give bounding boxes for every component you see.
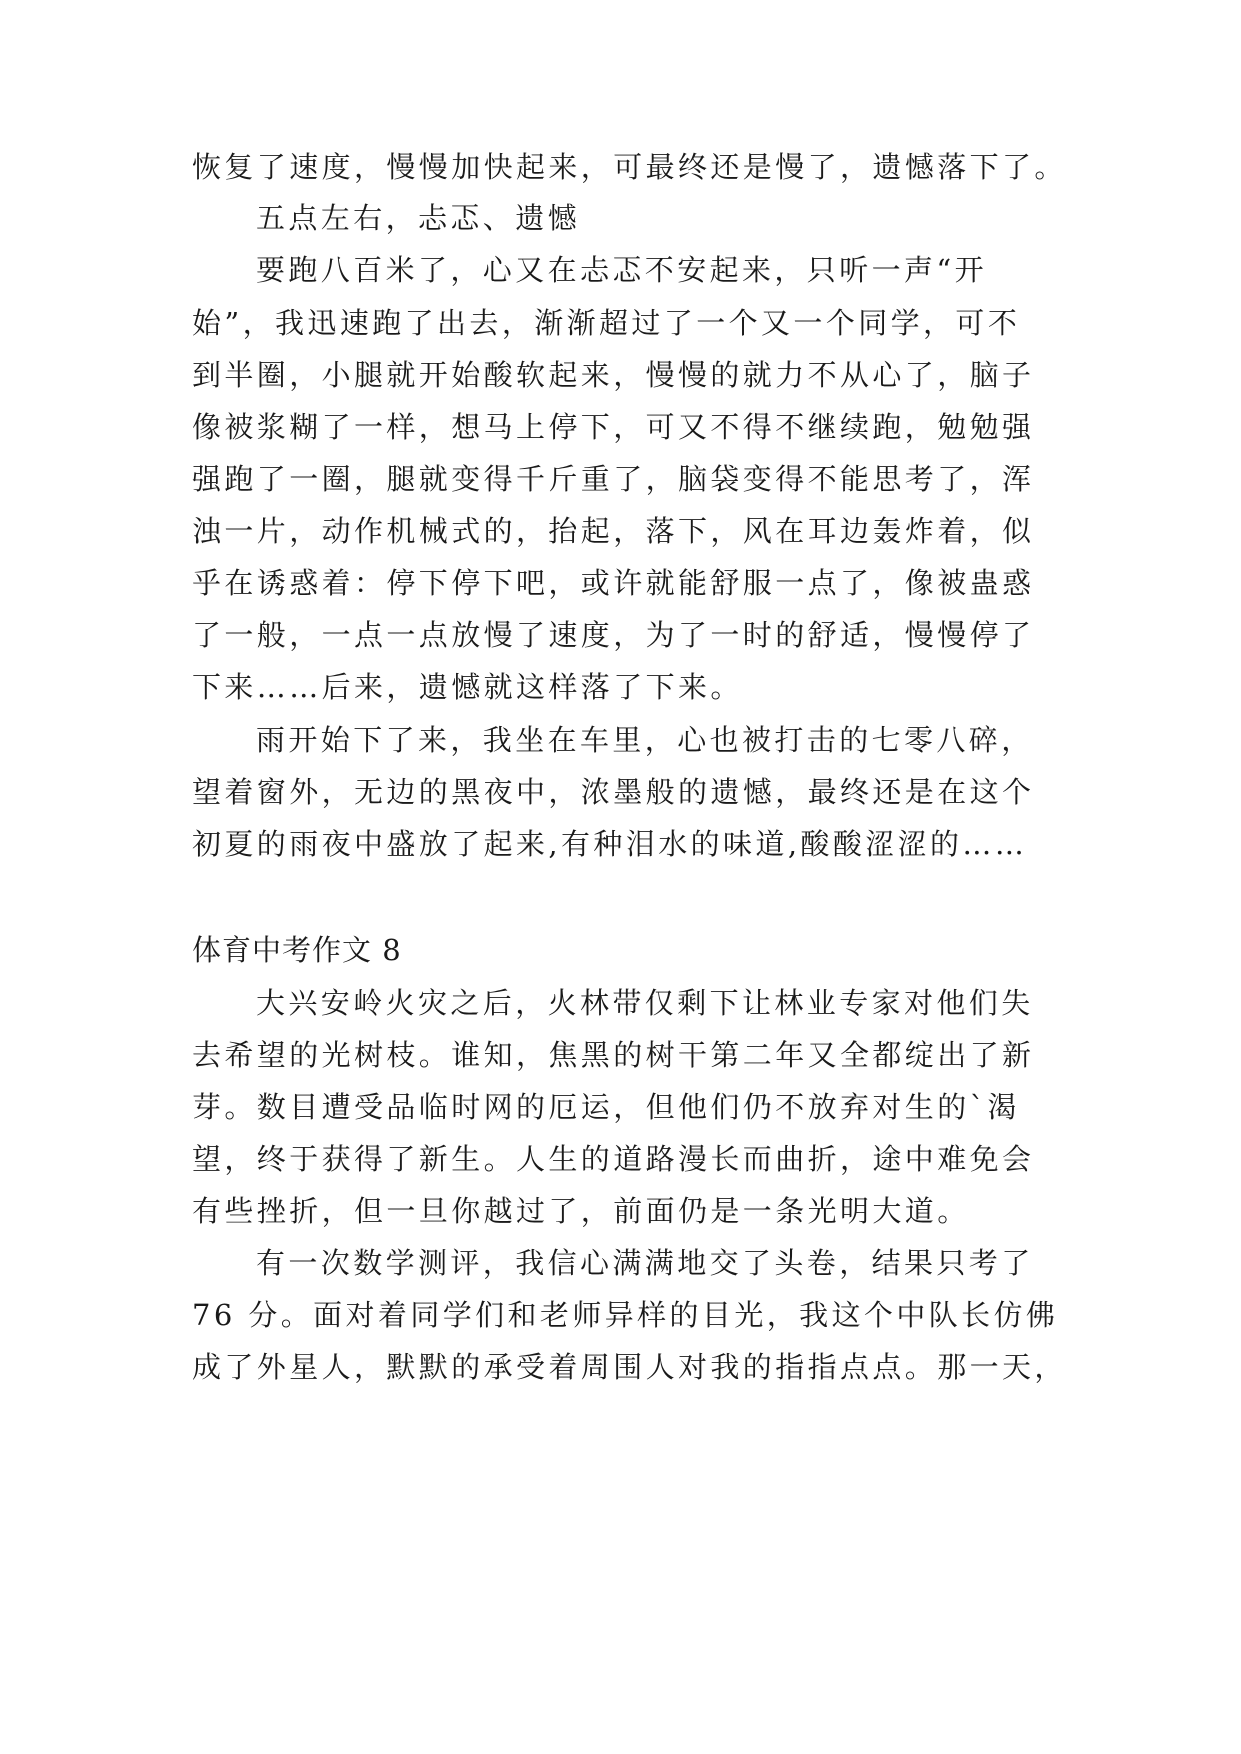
paragraph-line: 望着窗外，无边的黑夜中，浓墨般的遗憾，最终还是在这个 [192,775,1035,809]
paragraph-line: 恢复了速度，慢慢加快起来，可最终还是慢了，遗憾落下了。 [192,150,1067,184]
paragraph-line: 有些挫折，但一旦你越过了，前面仍是一条光明大道。 [192,1194,970,1228]
paragraph-line: 要跑八百米了，心又在忐忑不安起来，只听一声“开 [256,253,988,287]
paragraph-line: 像被浆糊了一样，想马上停下，可又不得不继续跑，勉勉强 [192,410,1035,444]
paragraph-line: 大兴安岭火灾之后，火林带仅剩下让林业专家对他们失 [256,986,1034,1020]
paragraph-line: 芽。数目遭受品临时网的厄运，但他们仍不放弃对生的`渴 [192,1090,1020,1124]
paragraph-line: 始”，我迅速跑了出去，渐渐超过了一个又一个同学，可不 [192,306,1021,340]
paragraph-line: 去希望的光树枝。谁知，焦黑的树干第二年又全都绽出了新 [192,1038,1035,1072]
subheading-line: 五点左右，忐忑、遗憾 [256,201,581,235]
paragraph-line: 浊一片，动作机械式的，抬起，落下，风在耳边轰炸着，似 [192,514,1035,548]
paragraph-line: 成了外星人，默默的承受着周围人对我的指指点点。那一天， [192,1350,1067,1384]
paragraph-line: 到半圈，小腿就开始酸软起来，慢慢的就力不从心了，脑子 [192,358,1035,392]
paragraph-line: 望，终于获得了新生。人生的道路漫长而曲折，途中难免会 [192,1142,1035,1176]
paragraph-line: 初夏的雨夜中盛放了起来,有种泪水的味道,酸酸涩涩的…… [192,827,1028,861]
paragraph-line: 76 分。面对着同学们和老师异样的目光，我这个中队长仿佛 [192,1298,1059,1332]
paragraph-line: 下来……后来，遗憾就这样落了下来。 [192,670,743,704]
paragraph-line: 雨开始下了来，我坐在车里，心也被打击的七零八碎， [256,723,1034,757]
paragraph-line: 了一般，一点一点放慢了速度，为了一时的舒适，慢慢停了 [192,618,1035,652]
paragraph-line: 强跑了一圈，腿就变得千斤重了，脑袋变得不能思考了，浑 [192,462,1035,496]
paragraph-line: 有一次数学测评，我信心满满地交了头卷，结果只考了 [256,1246,1034,1280]
section-title: 体育中考作文 8 [192,933,402,967]
paragraph-line: 乎在诱惑着：停下停下吧，或许就能舒服一点了，像被蛊惑 [192,566,1035,600]
